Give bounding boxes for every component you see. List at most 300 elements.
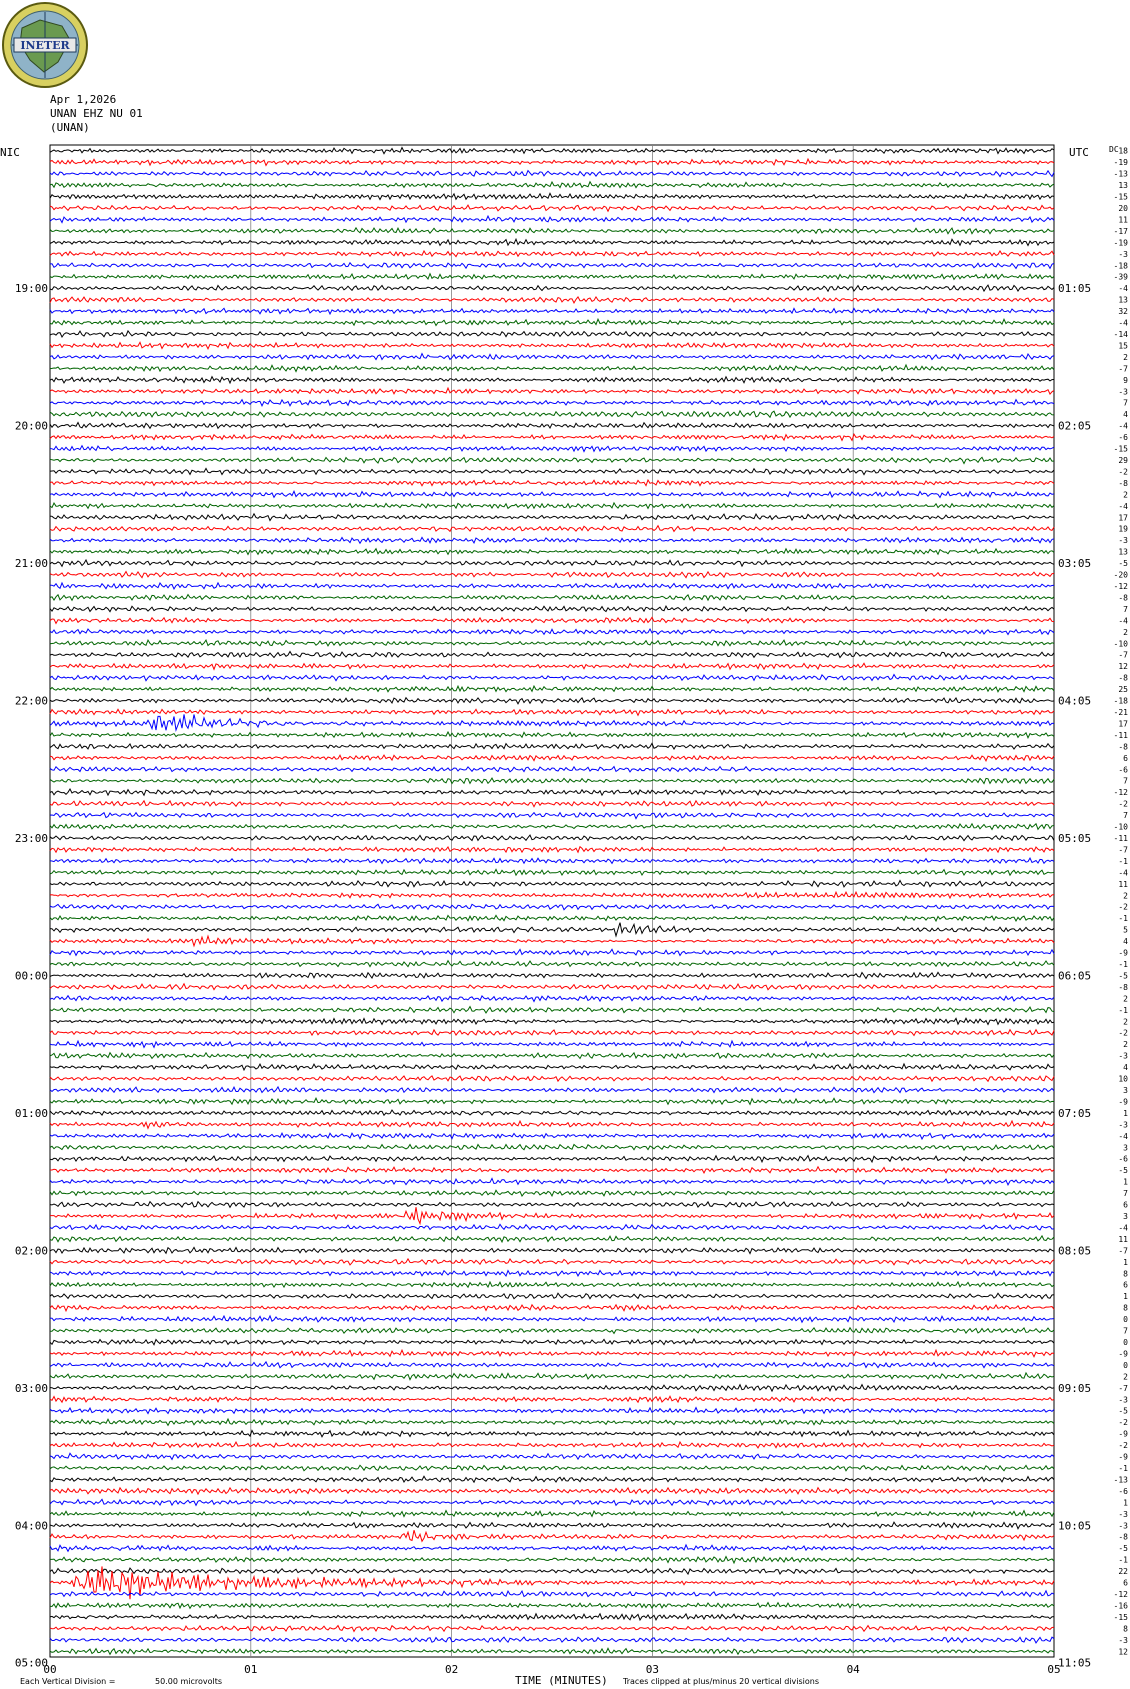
right-hour-label: 06:05 [1058, 969, 1092, 983]
trace-115 [50, 1465, 1054, 1471]
trace-12 [50, 285, 1054, 291]
dc-offset-label: -9 [1118, 948, 1128, 958]
left-hour-label: 21:00 [14, 557, 48, 571]
trace-99 [50, 1282, 1054, 1287]
trace-27 [50, 457, 1054, 463]
trace-51 [50, 732, 1054, 738]
trace-34 [50, 537, 1054, 543]
trace-43 [50, 640, 1054, 646]
x-tick-label-01: 01 [244, 1663, 258, 1676]
dc-offset-label: -5 [1118, 1544, 1128, 1554]
left-hour-label: 22:00 [14, 694, 48, 708]
dc-offset-label: 17 [1118, 719, 1128, 729]
trace-28 [50, 468, 1054, 474]
trace-25 [50, 434, 1054, 440]
dc-offset-label: -4 [1118, 501, 1128, 511]
trace-131 [50, 1648, 1054, 1654]
dc-offset-label: 0 [1123, 1360, 1128, 1370]
plot-frame [50, 145, 1054, 1657]
dc-offset-label: -5 [1118, 1406, 1128, 1416]
trace-70 [50, 949, 1054, 955]
dc-offset-label: -19 [1113, 238, 1128, 248]
dc-offset-label: -2 [1118, 902, 1128, 912]
trace-45 [50, 663, 1054, 669]
trace-8 [50, 239, 1054, 245]
trace-101 [50, 1305, 1054, 1311]
dc-offset-label: 12 [1118, 662, 1128, 672]
dc-offset-label: -2 [1118, 467, 1128, 477]
dc-offset-label: -7 [1118, 845, 1128, 855]
dc-offset-label: -13 [1113, 169, 1128, 179]
dc-offset-label: -6 [1118, 1486, 1128, 1496]
dc-offset-label: -1 [1118, 960, 1128, 969]
trace-29 [50, 480, 1054, 486]
dc-offset-label: -9 [1118, 1429, 1128, 1439]
trace-76 [50, 1018, 1054, 1024]
trace-24 [50, 423, 1054, 429]
trace-32 [50, 514, 1054, 521]
dc-offset-label: 13 [1118, 295, 1128, 305]
dc-offset-label: -21 [1113, 708, 1128, 717]
dc-offset-label: 1 [1123, 1257, 1128, 1267]
right-hour-label: 10:05 [1058, 1519, 1092, 1533]
trace-41 [50, 617, 1054, 623]
dc-offset-label: 5 [1123, 925, 1128, 935]
trace-126 [50, 1591, 1054, 1597]
trace-77 [50, 1030, 1054, 1036]
right-hour-label: 05:05 [1058, 832, 1092, 845]
dc-offset-label: -5 [1118, 559, 1128, 569]
trace-17 [50, 342, 1054, 349]
dc-offset-label: -4 [1118, 421, 1128, 431]
dc-offset-label: 12 [1118, 1647, 1128, 1657]
dc-offset-label: -7 [1118, 364, 1128, 374]
dc-offset-label: 2 [1123, 1040, 1128, 1050]
dc-offset-labels [1114, 147, 1129, 1657]
trace-90 [50, 1179, 1054, 1185]
right-hour-label: 02:05 [1058, 419, 1092, 433]
trace-82 [50, 1087, 1054, 1093]
right-hour-label: 09:05 [1058, 1381, 1092, 1395]
dc-offset-label: -4 [1118, 318, 1128, 328]
trace-87 [50, 1145, 1054, 1151]
dc-offset-label: -1 [1118, 914, 1128, 924]
dc-offset-label: -13 [1113, 1475, 1128, 1485]
dc-offset-label: 7 [1123, 1189, 1128, 1199]
dc-offset-label: 29 [1118, 456, 1128, 465]
trace-68 [50, 923, 1054, 936]
trace-97 [50, 1259, 1054, 1265]
trace-80 [50, 1064, 1054, 1070]
left-hour-label: 01:00 [14, 1106, 48, 1120]
trace-53 [50, 755, 1054, 761]
trace-64 [50, 881, 1054, 887]
dc-offset-label: 6 [1123, 1280, 1128, 1290]
dc-offset-label: 4 [1123, 1063, 1128, 1073]
x-tick-label-02: 02 [444, 1663, 459, 1676]
trace-105 [50, 1350, 1054, 1357]
trace-48 [50, 698, 1054, 704]
trace-66 [50, 904, 1054, 909]
x-tick-label-05: 05 [1047, 1663, 1061, 1676]
trace-86 [50, 1133, 1054, 1139]
dc-offset-label: 2 [1123, 1017, 1128, 1027]
dc-offset-label: -4 [1118, 284, 1128, 294]
dc-offset-label: 7 [1123, 604, 1128, 614]
x-tick-label-03: 03 [645, 1663, 660, 1676]
dc-offset-label: -3 [1118, 1051, 1128, 1061]
trace-104 [50, 1339, 1054, 1345]
trace-95 [50, 1236, 1054, 1242]
trace-49 [50, 709, 1054, 715]
trace-0 [50, 148, 1054, 154]
dc-offset-label: -5 [1118, 971, 1128, 981]
dc-offset-label: -3 [1118, 249, 1128, 259]
dc-offset-label: -39 [1113, 272, 1128, 282]
dc-offset-label: -19 [1113, 158, 1128, 168]
dc-offset-label: -11 [1113, 730, 1128, 740]
right-hour-label: 03:05 [1058, 557, 1092, 571]
trace-103 [50, 1328, 1054, 1334]
dc-offset-label: 2 [1123, 994, 1128, 1004]
trace-33 [50, 526, 1054, 532]
dc-offset-label: 8 [1123, 1269, 1128, 1279]
trace-128 [50, 1614, 1054, 1620]
dc-offset-label: -1 [1118, 1464, 1128, 1473]
trace-11 [50, 274, 1054, 280]
right-hour-label: 11:05 [1058, 1656, 1092, 1670]
minute-gridlines [251, 145, 853, 1657]
dc-offset-label: -3 [1118, 536, 1128, 546]
dc-offset-label: -3 [1118, 387, 1128, 397]
header-station: UNAN EHZ NU 01 [50, 107, 143, 120]
trace-119 [50, 1511, 1054, 1517]
trace-79 [50, 1053, 1054, 1059]
dc-offset-label: -4 [1118, 1223, 1128, 1233]
dc-offset-label: 1 [1123, 1177, 1128, 1187]
dc-offset-label: -7 [1118, 1246, 1128, 1256]
trace-22 [50, 400, 1054, 406]
trace-102 [50, 1316, 1054, 1322]
trace-60 [50, 835, 1054, 841]
dc-offset-label: -6 [1118, 1154, 1128, 1164]
trace-21 [50, 388, 1054, 394]
right-timezone-label: UTC [1069, 146, 1089, 159]
left-hour-label: 00:00 [14, 969, 48, 983]
trace-18 [50, 354, 1054, 360]
dc-offset-label: 4 [1123, 410, 1128, 420]
trace-85 [50, 1121, 1054, 1128]
dc-offset-label: 7 [1123, 811, 1128, 821]
dc-offset-label: -2 [1118, 799, 1128, 809]
trace-40 [50, 606, 1054, 612]
trace-10 [50, 263, 1054, 269]
dc-offset-label: 2 [1123, 1372, 1128, 1382]
trace-38 [50, 583, 1054, 589]
left-hour-label: 19:00 [14, 282, 48, 296]
x-axis-title: TIME (MINUTES) [515, 1674, 608, 1687]
trace-52 [50, 743, 1054, 749]
dc-offset-label: -2 [1118, 1441, 1128, 1451]
footer-scale-value: 50.00 microvolts [155, 1677, 223, 1686]
right-hour-label: 07:05 [1058, 1106, 1092, 1120]
dc-offset-label: -6 [1118, 433, 1128, 443]
dc-offset-label: -4 [1118, 868, 1128, 878]
trace-111 [50, 1419, 1054, 1425]
dc-offset-label: 0 [1123, 1338, 1128, 1347]
dc-offset-label: 2 [1123, 627, 1128, 637]
trace-23 [50, 411, 1054, 418]
trace-94 [50, 1224, 1054, 1230]
header-date: Apr 1,2026 [50, 93, 117, 106]
dc-offset-label: -15 [1113, 192, 1128, 202]
trace-46 [50, 675, 1054, 681]
trace-2 [50, 171, 1054, 177]
dc-offset-label: -20 [1113, 570, 1128, 580]
dc-offset-label: -2 [1118, 1418, 1128, 1428]
dc-offset-label: -17 [1113, 226, 1128, 236]
dc-offset-label: -10 [1113, 639, 1128, 649]
trace-65 [50, 892, 1054, 898]
trace-31 [50, 503, 1054, 509]
trace-75 [50, 1007, 1054, 1013]
trace-61 [50, 847, 1054, 853]
trace-5 [50, 205, 1054, 211]
dc-offset-label: -8 [1118, 593, 1128, 603]
dc-offset-label: 3 [1123, 1086, 1128, 1095]
dc-offset-label: -3 [1118, 1120, 1128, 1130]
dc-offset-label: -5 [1118, 1166, 1128, 1176]
dc-offset-label: -4 [1118, 1131, 1128, 1141]
trace-55 [50, 778, 1054, 783]
trace-62 [50, 858, 1054, 863]
dc-offset-label: 2 [1123, 490, 1128, 500]
right-hour-label: 01:05 [1058, 282, 1092, 296]
trace-113 [50, 1442, 1054, 1448]
dc-offset-label: -6 [1118, 765, 1128, 775]
trace-108 [50, 1385, 1054, 1392]
dc-offset-label: -1 [1118, 1005, 1128, 1015]
dc-offset-label: 2 [1123, 891, 1128, 901]
trace-130 [50, 1637, 1054, 1643]
trace-58 [50, 813, 1054, 819]
trace-73 [50, 984, 1054, 990]
dc-offset-label: 18 [1118, 146, 1128, 156]
dc-offset-label: -2 [1118, 1028, 1128, 1038]
x-tick-label-00: 00 [43, 1663, 57, 1676]
trace-120 [50, 1522, 1054, 1529]
dc-offset-label: -8 [1118, 1532, 1128, 1542]
dc-offset-label: -8 [1118, 478, 1128, 488]
trace-4 [50, 193, 1054, 199]
trace-36 [50, 560, 1054, 566]
trace-121 [50, 1530, 1054, 1541]
dc-offset-label: 7 [1123, 398, 1128, 408]
dc-offset-label: 6 [1123, 753, 1128, 763]
trace-110 [50, 1408, 1054, 1414]
dc-offset-label: -3 [1118, 1635, 1128, 1645]
trace-47 [50, 686, 1054, 692]
trace-26 [50, 446, 1054, 452]
trace-1 [50, 159, 1054, 165]
trace-93 [50, 1207, 1054, 1223]
dc-offset-label: -3 [1118, 1509, 1128, 1519]
dc-offset-label: 8 [1123, 1303, 1128, 1313]
trace-98 [50, 1271, 1054, 1277]
right-hour-label: 04:05 [1058, 694, 1092, 708]
dc-offset-label: 11 [1118, 215, 1128, 225]
left-hour-label: 03:00 [14, 1381, 48, 1395]
trace-127 [50, 1603, 1054, 1609]
dc-offset-label: 22 [1118, 1567, 1128, 1577]
dc-offset-label: 17 [1118, 513, 1128, 523]
trace-19 [50, 365, 1054, 372]
dc-offset-label: 6 [1123, 1578, 1128, 1588]
dc-offset-label: -14 [1113, 330, 1128, 339]
trace-63 [50, 869, 1054, 875]
trace-129 [50, 1626, 1054, 1632]
trace-89 [50, 1167, 1054, 1173]
trace-109 [50, 1396, 1054, 1402]
dc-offset-label: -1 [1118, 1555, 1128, 1565]
dc-offset-label: -12 [1113, 1590, 1128, 1599]
footer-scale-label: Each Vertical Division = [20, 1677, 116, 1686]
trace-7 [50, 228, 1054, 234]
dc-offset-label: 8 [1123, 1624, 1128, 1634]
trace-84 [50, 1110, 1054, 1115]
dc-offset-label: 7 [1123, 776, 1128, 786]
dc-offset-label: -7 [1118, 650, 1128, 660]
trace-44 [50, 652, 1054, 658]
footer-clip-note: Traces clipped at plus/minus 20 vertical divisions [623, 1677, 820, 1686]
trace-35 [50, 549, 1054, 555]
trace-13 [50, 297, 1054, 303]
right-hour-label: 08:05 [1058, 1244, 1092, 1258]
trace-71 [50, 961, 1054, 967]
trace-6 [50, 216, 1054, 222]
trace-39 [50, 595, 1054, 601]
trace-57 [50, 801, 1054, 807]
trace-88 [50, 1156, 1054, 1162]
trace-117 [50, 1488, 1054, 1494]
dc-offset-label: -4 [1118, 616, 1128, 626]
trace-106 [50, 1362, 1054, 1368]
trace-114 [50, 1453, 1054, 1459]
dc-offset-label: 7 [1123, 1326, 1128, 1336]
dc-offset-label: -3 [1118, 1395, 1128, 1405]
dc-offset-label: 11 [1118, 1234, 1128, 1244]
dc-offset-label: 13 [1118, 547, 1128, 557]
dc-offset-label: -16 [1113, 1601, 1128, 1611]
dc-offset-label: 4 [1123, 937, 1128, 947]
trace-100 [50, 1293, 1054, 1299]
dc-offset-label: -8 [1118, 673, 1128, 683]
left-timezone-label: NIC [0, 146, 20, 159]
trace-50 [50, 714, 1054, 730]
trace-78 [50, 1041, 1054, 1047]
left-hour-label: 23:00 [14, 832, 48, 845]
trace-124 [50, 1568, 1054, 1574]
trace-74 [50, 996, 1054, 1002]
dc-offset-label: -7 [1118, 1383, 1128, 1393]
dc-offset-label: -12 [1113, 582, 1128, 591]
dc-offset-label: 6 [1123, 1200, 1128, 1210]
trace-42 [50, 629, 1054, 635]
dc-offset-label: 1 [1123, 1292, 1128, 1302]
dc-offset-label: 11 [1118, 879, 1128, 889]
trace-3 [50, 182, 1054, 188]
dc-offset-label: 2 [1123, 352, 1128, 362]
trace-69 [50, 936, 1054, 946]
dc-offset-label: 15 [1118, 341, 1128, 351]
dc-offset-label: 10 [1118, 1074, 1128, 1084]
trace-123 [50, 1557, 1054, 1564]
dc-offset-label: -9 [1118, 1349, 1128, 1359]
dc-offset-label: 32 [1118, 307, 1128, 317]
trace-16 [50, 331, 1054, 337]
dc-offset-label: -1 [1118, 856, 1128, 866]
trace-14 [50, 308, 1054, 314]
trace-9 [50, 251, 1054, 257]
dc-offset-label: -3 [1118, 1521, 1128, 1531]
trace-122 [50, 1545, 1054, 1551]
dc-offset-label: 13 [1118, 181, 1128, 191]
trace-59 [50, 824, 1054, 830]
trace-72 [50, 972, 1054, 978]
dc-offset-label: 9 [1123, 375, 1128, 385]
trace-107 [50, 1373, 1054, 1380]
dc-offset-label: 20 [1118, 204, 1128, 213]
dc-offset-label: -15 [1113, 444, 1128, 454]
trace-37 [50, 572, 1054, 578]
trace-118 [50, 1499, 1054, 1505]
dc-offset-label: -10 [1113, 822, 1128, 832]
seismogram-traces [50, 148, 1054, 1655]
dc-offset-label: 1 [1123, 1108, 1128, 1118]
dc-offset-label: 25 [1118, 685, 1128, 695]
trace-54 [50, 767, 1054, 772]
trace-30 [50, 491, 1054, 497]
dc-header-label: DC [1109, 145, 1119, 154]
dc-offset-label: 0 [1123, 1315, 1128, 1325]
left-hour-label: 04:00 [14, 1519, 48, 1533]
left-hour-label: 05:00 [14, 1656, 48, 1670]
dc-offset-label: 1 [1123, 1498, 1128, 1508]
trace-15 [50, 319, 1054, 325]
trace-20 [50, 377, 1054, 383]
dc-offset-label: 19 [1118, 524, 1128, 534]
trace-83 [50, 1098, 1054, 1104]
dc-offset-label: -12 [1113, 788, 1128, 798]
trace-116 [50, 1476, 1054, 1482]
dc-offset-label: 3 [1123, 1212, 1128, 1221]
left-hour-label: 02:00 [14, 1244, 48, 1258]
trace-67 [50, 915, 1054, 921]
dc-offset-label: -9 [1118, 1452, 1128, 1462]
logo-text: INETER [20, 39, 70, 52]
trace-92 [50, 1202, 1054, 1208]
dc-offset-label: -11 [1113, 834, 1128, 843]
left-hour-label: 20:00 [14, 419, 48, 433]
trace-91 [50, 1190, 1054, 1196]
dc-offset-label: -15 [1113, 1612, 1128, 1622]
dc-offset-label: -18 [1113, 696, 1128, 706]
header-network: (UNAN) [50, 121, 90, 134]
x-tick-label-04: 04 [846, 1663, 860, 1676]
trace-96 [50, 1247, 1054, 1253]
trace-112 [50, 1431, 1054, 1437]
dc-offset-label: -8 [1118, 742, 1128, 752]
